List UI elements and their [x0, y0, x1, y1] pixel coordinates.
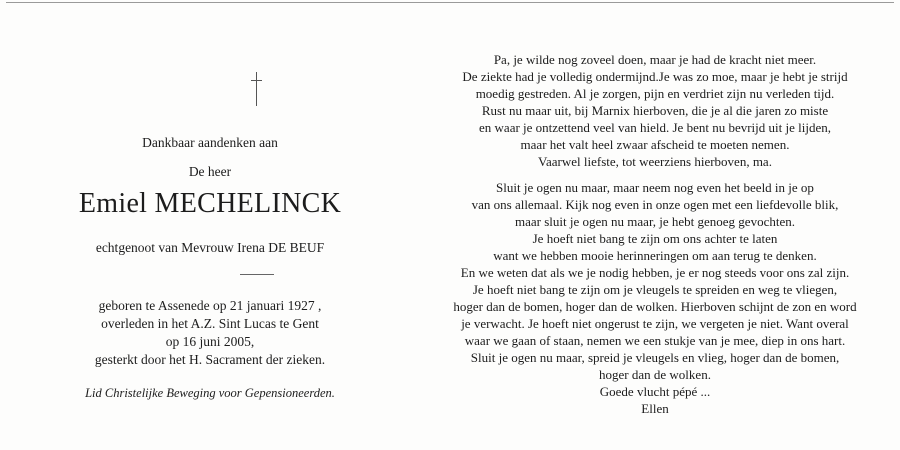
poem-line: maar het valt heel zwaar afscheid te moeten nemen.: [520, 137, 790, 152]
poem-line: Pa, je wilde nog zoveel doen, maar je had de kracht niet meer.: [493, 52, 817, 67]
detail-line: overleden in het A.Z. Sint Lucas te Gent: [101, 316, 319, 331]
poem-line: je verwacht. Je hoeft niet ongerust te zijn, we vergeten je niet. Want overal: [461, 316, 849, 331]
detail-line: op 16 juni 2005,: [165, 334, 255, 349]
poem-line: hoger dan de bomen, hoger dan de wolken. Hierboven schijnt de zon en word: [453, 299, 857, 314]
poem-line: hoger dan de wolken.: [599, 367, 711, 382]
cross-icon: [250, 72, 264, 106]
deceased-name: Emiel MECHELINCK: [78, 188, 342, 219]
poem-line: Goede vlucht pépé ...: [599, 384, 711, 399]
signature: Ellen: [641, 401, 669, 416]
poem-line: maar sluit je ogen nu maar, je hebt genoeg gevochten.: [515, 214, 795, 229]
detail-line: geboren te Assenede op 21 januari 1927 ,: [98, 298, 322, 313]
poem-line: en waar je ontzettend veel van hield. Je bent nu bevrijd uit je lijden,: [479, 120, 831, 135]
poem-line: moedig gestreden. Al je zorgen, pijn en verdriet zijn nu verleden tijd.: [475, 86, 835, 101]
poem-line: van ons allemaal. Kijk nog even in onze ogen met een liefdevolle blik,: [471, 197, 839, 212]
membership-text: Lid Christelijke Beweging voor Gepensioneerden.: [85, 386, 335, 400]
poem-line: waar we gaan of staan, nemen we een stukje van je mee, diep in ons hart.: [464, 333, 846, 348]
poem-line: want we hebben mooie herinneringen om aan terug te denken.: [493, 248, 817, 263]
honorific-text: De heer: [188, 164, 232, 179]
poem-line: De ziekte had je volledig ondermijnd.Je was zo moe, maar je hebt je strijd: [462, 69, 848, 84]
poem-line: Je hoeft niet bang te zijn om ons achter te laten: [532, 231, 778, 246]
poem-line: Sluit je ogen nu maar, spreid je vleugels en vlieg, hoger dan de bomen,: [470, 350, 840, 365]
divider: [240, 274, 274, 275]
poem-line: En we weten dat als we je nodig hebben, je er nog steeds voor ons zal zijn.: [460, 265, 850, 280]
spouse-text: echtgenoot van Mevrouw Irena DE BEUF: [95, 240, 325, 255]
right-panel: [450, 0, 860, 450]
poem-line: Rust nu maar uit, bij Marnix hierboven, die je al die jaren zo miste: [481, 103, 829, 118]
intro-text: Dankbaar aandenken aan: [142, 135, 278, 150]
poem-line: Vaarwel liefste, tot weerziens hierboven, ma.: [538, 154, 772, 169]
left-panel: [40, 0, 380, 450]
poem-line: Sluit je ogen nu maar, maar neem nog even het beeld in je op: [496, 180, 814, 195]
poem-line: Je hoeft niet bang te zijn om je vleugels te spreiden en weg te vliegen,: [472, 282, 838, 297]
detail-line: gesterkt door het H. Sacrament der zieken.: [94, 352, 326, 367]
